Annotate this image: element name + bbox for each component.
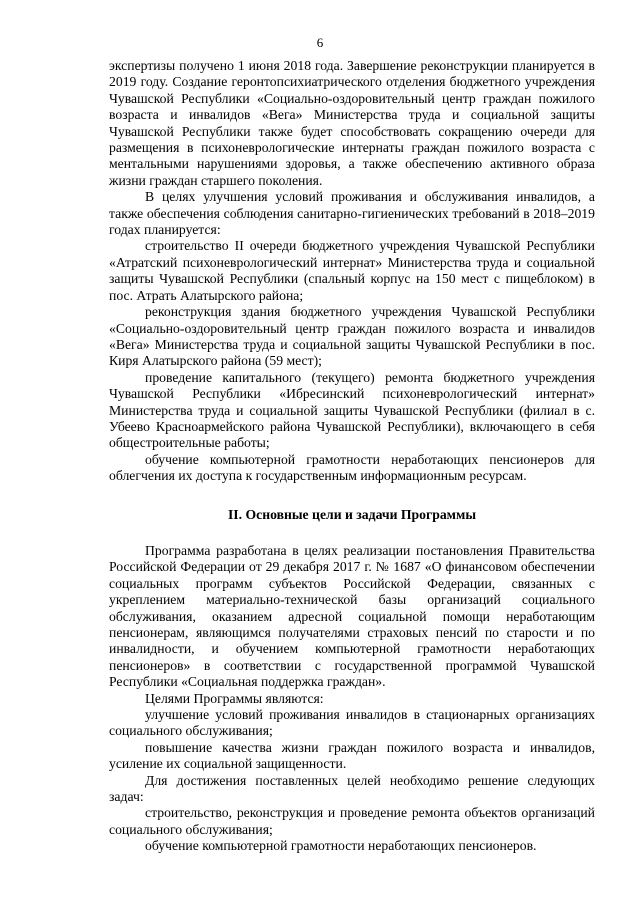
paragraph: Для достижения поставленных целей необходимо решение следующих задач: — [109, 772, 595, 805]
paragraph: улучшение условий проживания инвалидов в стационарных организациях социального обслуживания; — [109, 707, 595, 739]
page-number: 6 — [316, 35, 324, 50]
paragraph: строительство, реконструкция и проведение ремонта объектов организаций социального обслуживания; — [109, 805, 595, 837]
paragraph: обучение компьютерной грамотности неработающих пенсионеров. — [145, 838, 537, 854]
paragraph: проведение капитального (текущего) ремонта бюджетного учреждения Чувашской Республики «Ибресинский психоневрологический интернат» Министерства труда и социальной защиты Чувашской Республики (филиал в с. Убеево Красноармейского района Чувашской Республики), включающего в себя общестроительные работы; — [109, 369, 595, 451]
document-body — [109, 58, 595, 855]
paragraph: строительство II очереди бюджетного учреждения Чувашской Республики «Атратский психоневрологический интернат» Министерства труда и социальной защиты Чувашской Республики (спальный корпус на 150 мест с пищеблоком) в пос. Атрать Алатырского района; — [109, 238, 595, 303]
paragraph: реконструкция здания бюджетного учреждения Чувашской Республики «Социально-оздоровительный центр граждан пожилого возраста и инвалидов «Вега» Министерства труда и социальной защиты Чувашской Республики в пос. Киря Алатырского района (59 мест); — [109, 304, 595, 369]
paragraph: Программа разработана в целях реализации постановления Правительства Российской Федерации от 29 декабря 2017 г. № 1687 «О финансовом обеспечении социальных программ субъектов Российской Федерации, связанных с укреплением материально-технической базы организаций социального обслуживания, оказанием адресной социальной помощи неработающим пенсионерам, являющимся получателями страховых пенсий по старости и по инвалидности, и обучением компьютерной грамотности неработающих пенсионеров» в соответствии с государственной программой Чувашской Республики «Социальная поддержка граждан». — [109, 542, 595, 690]
section-heading: II. Основные цели и задачи Программы — [227, 506, 477, 522]
paragraph: Целями Программы являются: — [145, 690, 324, 706]
paragraph: экспертизы получено 1 июня 2018 года. Завершение реконструкции планируется в 2019 году. Создание геронтопсихиатрического отделения бюджетного учреждения Чувашской Республики «Социально-оздоровительный центр граждан пожилого возраста и инвалидов «Вега» Министерства труда и социальной защиты Чувашской Республики также будет способствовать сокращению очереди для размещения в психоневрологические интернаты граждан пожилого возраста с ментальными нарушениями здоровья, а также обеспечению активного образа жизни граждан старшего поколения. — [109, 58, 595, 188]
paragraph: повышение качества жизни граждан пожилого возраста и инвалидов, усиление их социальной защищенности. — [109, 739, 595, 772]
text-section-1 — [109, 58, 595, 485]
text-section-2 — [109, 543, 595, 855]
paragraph: обучение компьютерной грамотности неработающих пенсионеров для облегчения их доступа к государственным информационным ресурсам. — [109, 451, 595, 484]
paragraph: В целях улучшения условий проживания и обслуживания инвалидов, а также обеспечения соблюдения санитарно-гигиенических требований в 2018–2019 годах планируется: — [109, 189, 595, 238]
